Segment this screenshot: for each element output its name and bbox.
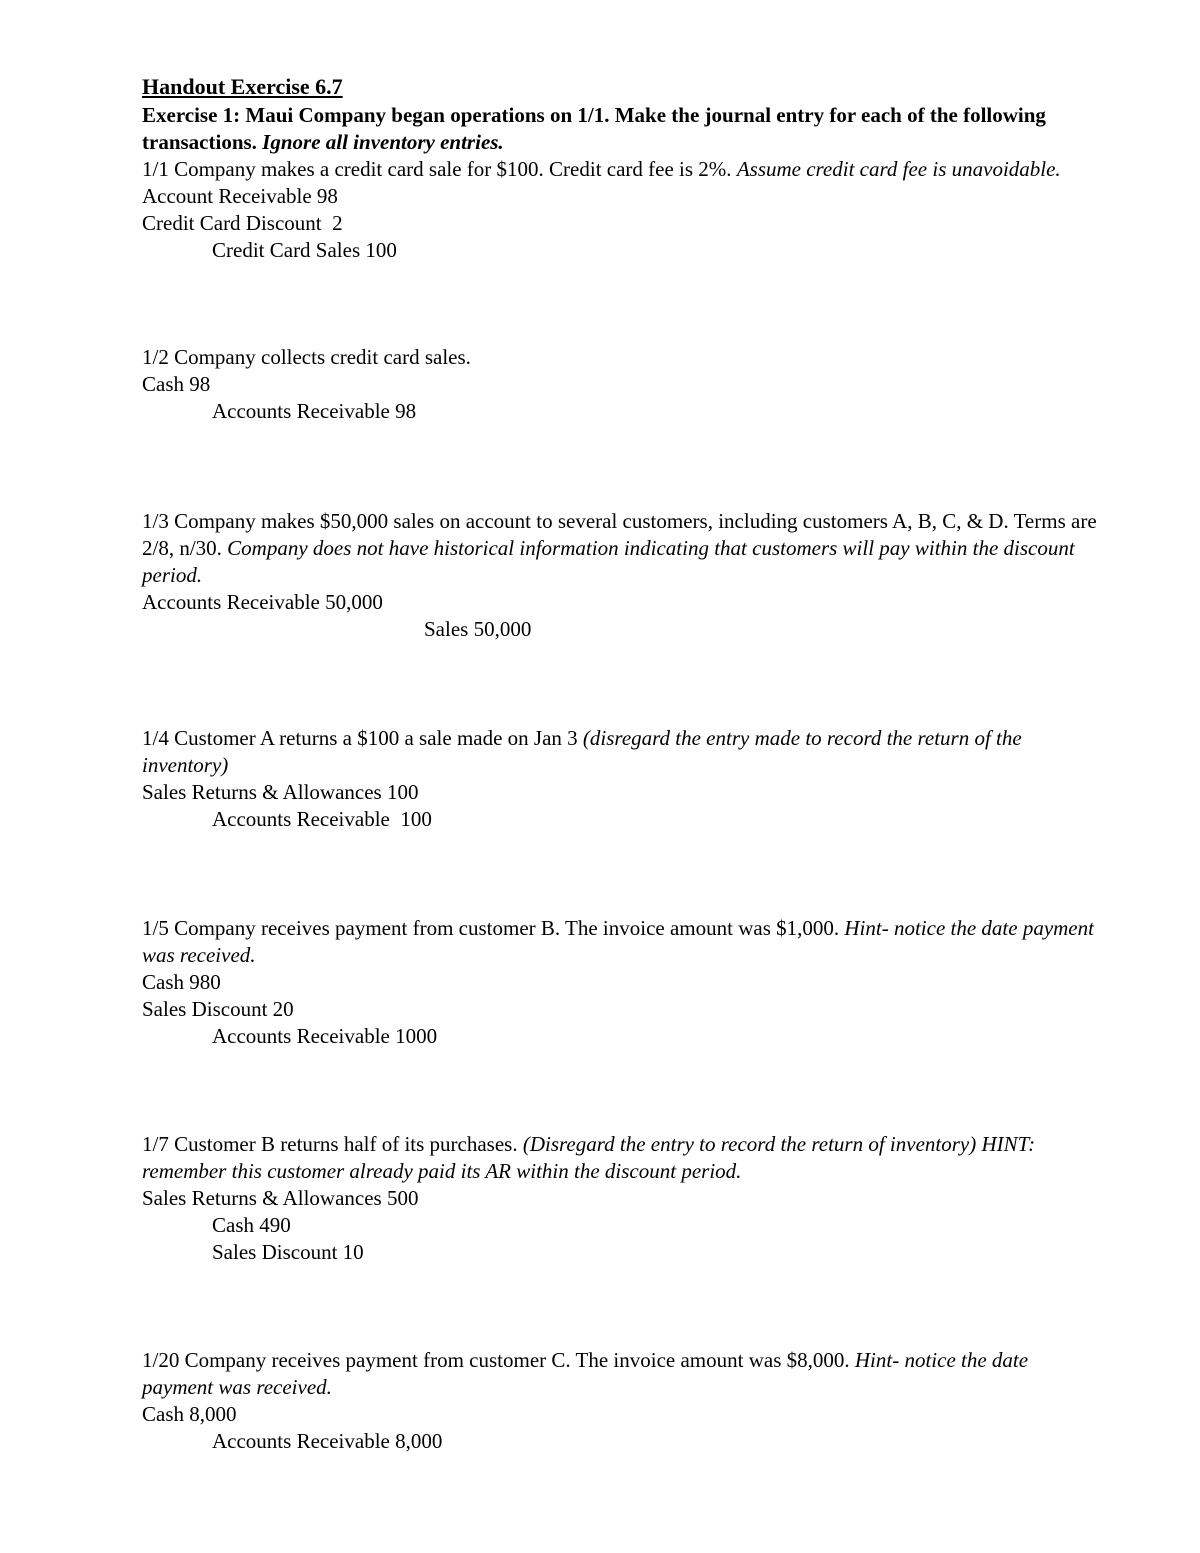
exercise-emphasis: Ignore all inventory entries.: [262, 130, 504, 154]
transaction-2: [142, 344, 1102, 425]
transaction-description: 1/4 Customer A returns a $100 a sale made on Jan 3 (disregard the entry made to record the return of the inventory): [142, 726, 1022, 777]
page-title: Handout Exercise 6.7: [142, 74, 343, 99]
spacer: [142, 833, 1102, 915]
exercise-instructions: Maui Company began operations on 1/1. Make the journal entry for each of the following transactions.: [142, 103, 1046, 154]
journal-debit-line: Sales Discount 20: [142, 997, 294, 1021]
spacer: [142, 425, 1102, 508]
transaction-description: 1/1 Company makes a credit card sale for $100. Credit card fee is 2%. Assume credit card fee is unavoidable.: [142, 157, 1061, 181]
transaction-description: 1/2 Company collects credit card sales.: [142, 345, 471, 369]
exercise-label: Exercise 1:: [142, 103, 241, 127]
transaction-note: Assume credit card fee is unavoidable.: [736, 157, 1061, 181]
journal-credit-line: Sales Discount 10: [212, 1240, 364, 1264]
journal-debit-line: Cash 98: [142, 372, 211, 396]
transaction-description: 1/3 Company makes $50,000 sales on account to several customers, including customers A, B, C, & D. Terms are 2/8, n/30. Company does not have historical information indicating that customers will pay within the discount period.: [142, 509, 1097, 587]
transaction-6: [142, 1131, 1102, 1266]
journal-credit-line: Accounts Receivable 98: [212, 399, 417, 423]
exercise-intro: [142, 102, 1102, 156]
transaction-description: 1/7 Customer B returns half of its purchases. (Disregard the entry to record the return of inventory) HINT: remember this customer already paid its AR within the discount period.: [142, 1132, 1036, 1183]
spacer: [142, 1050, 1102, 1131]
transaction-1: [142, 156, 1102, 264]
transaction-5: [142, 915, 1102, 1050]
transaction-note: (Disregard the entry to record the return of inventory) HINT: remember this customer already paid its AR within the discount period.: [142, 1132, 1036, 1183]
journal-credit-line: Accounts Receivable 1000: [212, 1024, 438, 1048]
transaction-note: Hint- notice the date payment was received.: [142, 1348, 1029, 1399]
journal-debit-line: Credit Card Discount 2: [142, 211, 343, 235]
journal-credit-line: Cash 490: [212, 1213, 291, 1237]
spacer: [142, 1266, 1102, 1347]
journal-debit-line: Sales Returns & Allowances 500: [142, 1186, 419, 1210]
transaction-3: [142, 508, 1102, 643]
transaction-description: 1/20 Company receives payment from customer C. The invoice amount was $8,000. Hint- notice the date payment was received.: [142, 1348, 1029, 1399]
journal-debit-line: Account Receivable 98: [142, 184, 338, 208]
transaction-note: (disregard the entry made to record the return of the inventory): [142, 726, 1022, 777]
spacer: [142, 643, 1102, 725]
transaction-note: Hint- notice the date payment was received.: [142, 916, 1094, 967]
journal-credit-line: Credit Card Sales 100: [212, 238, 397, 262]
spacer: [142, 264, 1102, 344]
journal-debit-line: Accounts Receivable 50,000: [142, 590, 383, 614]
transaction-description: 1/5 Company receives payment from customer B. The invoice amount was $1,000. Hint- notice the date payment was received.: [142, 916, 1094, 967]
transaction-note: Company does not have historical information indicating that customers will pay within the discount period.: [142, 536, 1075, 587]
transaction-4: [142, 725, 1102, 833]
transaction-7: [142, 1347, 1102, 1455]
journal-debit-line: Cash 980: [142, 970, 221, 994]
journal-credit-line: Accounts Receivable 8,000: [212, 1429, 443, 1453]
document-page: [142, 72, 1102, 1455]
journal-debit-line: Cash 8,000: [142, 1402, 237, 1426]
journal-credit-line: Sales 50,000: [424, 617, 532, 641]
journal-credit-line: Accounts Receivable 100: [212, 807, 432, 831]
journal-debit-line: Sales Returns & Allowances 100: [142, 780, 419, 804]
